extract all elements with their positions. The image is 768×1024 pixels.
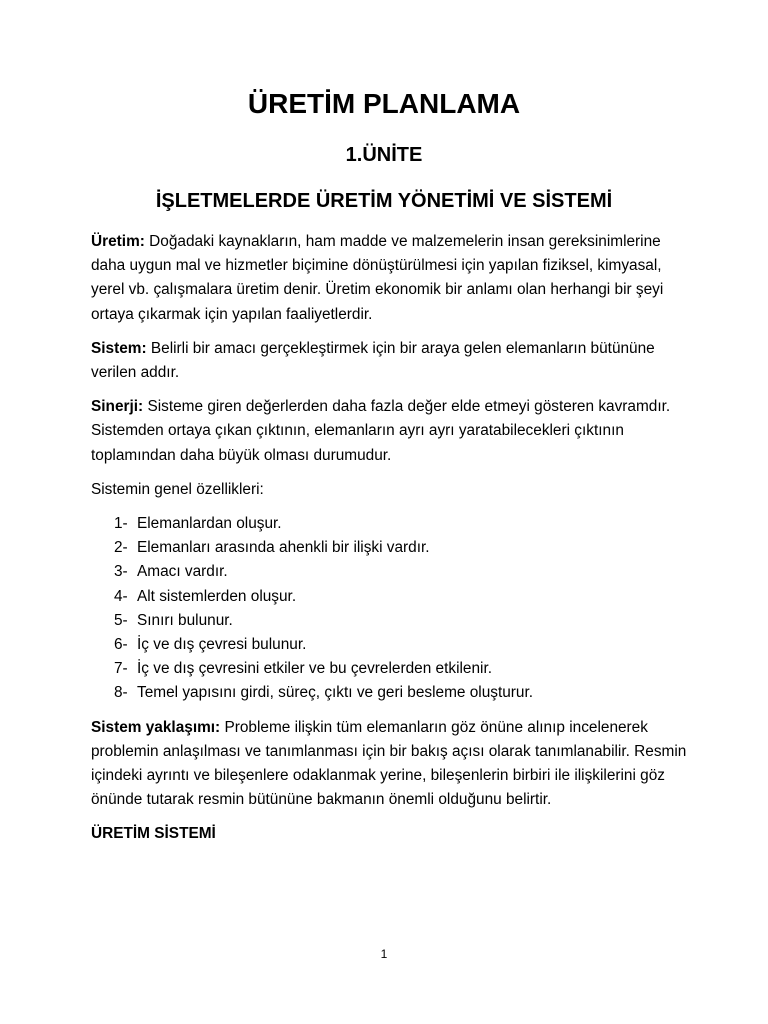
section-heading: ÜRETİM SİSTEMİ (91, 825, 216, 843)
definition-term: Üretim: (91, 233, 145, 250)
list-item-text: Temel yapısını girdi, süreç, çıktı ve geri besleme oluşturur. (137, 684, 534, 702)
list-item-number: 1- (114, 515, 128, 533)
document-body (91, 230, 691, 857)
list-item (114, 536, 691, 560)
definition-text: Probleme ilişkin tüm elemanların göz önüne alınıp incelenerek problemin anlaşılması ve tanımlanması için bir bakış açısı olarak tanımlanabilir. Resmin içindeki ayrıntı ve bileşenlere odaklanmak yerine, bileşenlerin birbiri ile ilişkilerini göz önünde tutarak resmin bütününe bakmanın önemli olduğunu belirtir. (91, 718, 687, 809)
definition-sistem (91, 337, 691, 385)
definition-term: Sistem: (91, 339, 147, 357)
definition-text: Doğadaki kaynakların, ham madde ve malzemelerin insan gereksinimlerine daha uygun mal ve hizmetler biçimine dönüştürülmesi için yapılan fiziksel, kimyasal, yerel vb. çalışmalara üretim denir. Üretim ekonomik bir anlamı olan herhangi bir şeyi ortaya çıkarmak için yapılan faaliyetlerdir. (91, 233, 664, 323)
list-item (114, 512, 691, 536)
definition-uretim (91, 230, 691, 327)
list-item-number: 7- (114, 660, 128, 678)
list-item-text: Elemanları arasında ahenkli bir ilişki vardır. (137, 539, 430, 557)
list-item-text: Sınırı bulunur. (137, 611, 233, 629)
page-number: 1 (380, 947, 388, 961)
list-item-text: İç ve dış çevresi bulunur. (137, 636, 307, 654)
definition-sinerji (91, 395, 691, 468)
list-item (114, 681, 691, 705)
list-item (114, 633, 691, 657)
definition-text: Belirli bir amacı gerçekleştirmek için bir araya gelen elemanların bütününe verilen addır. (91, 339, 655, 382)
list-item-number: 4- (114, 587, 128, 605)
list-item (114, 609, 691, 633)
document-title: ÜRETİM PLANLAMA (247, 88, 521, 119)
definition-term: Sistem yaklaşımı: (91, 718, 221, 736)
chapter-subtitle: İŞLETMELERDE ÜRETİM YÖNETİMİ VE SİSTEMİ (155, 190, 613, 212)
list-item-number: 5- (114, 611, 128, 629)
list-item-number: 3- (114, 563, 128, 581)
definition-sistem-yaklasimi (91, 716, 691, 813)
unit-heading: 1.ÜNİTE (345, 144, 423, 166)
list-item-number: 8- (114, 684, 128, 702)
list-item-number: 6- (114, 636, 128, 654)
features-intro: Sistemin genel özellikleri: (91, 480, 264, 498)
list-item-number: 2- (114, 539, 128, 557)
definition-term: Sinerji: (91, 398, 144, 416)
definition-text: Sisteme giren değerlerden daha fazla değer elde etmeyi gösteren kavramdır. Sistemden ortaya çıkan çıktının, elemanların ayrı ayrı yaratabilecekleri çıktının toplamından daha büyük olması durumudur. (91, 398, 671, 464)
list-item (114, 585, 691, 609)
list-item-text: Amacı vardır. (137, 563, 228, 581)
list-item (114, 657, 691, 681)
list-item-text: Elemanlardan oluşur. (137, 515, 282, 533)
list-item-text: İç ve dış çevresini etkiler ve bu çevrelerden etkilenir. (137, 660, 492, 678)
list-item (114, 560, 691, 584)
features-list (91, 512, 691, 706)
list-item-text: Alt sistemlerden oluşur. (137, 587, 297, 605)
